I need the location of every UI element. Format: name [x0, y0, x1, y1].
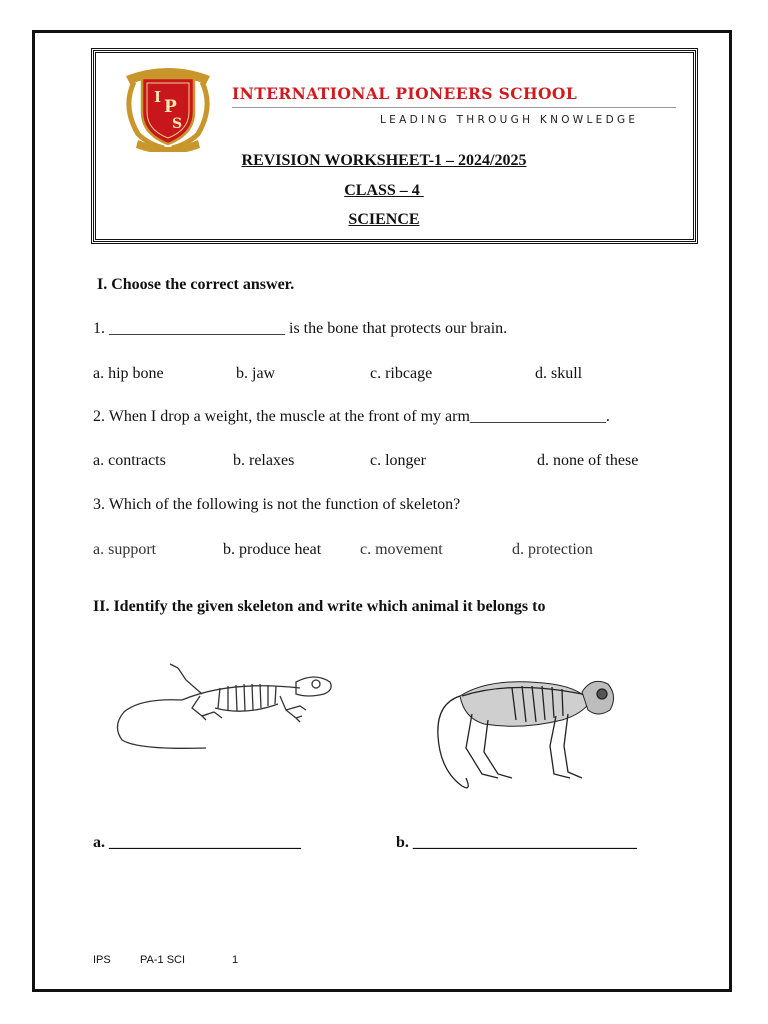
q3-option-a: a. support: [93, 541, 157, 558]
monkey-back-leg-2: [484, 720, 512, 778]
q1-option-c: c. ribcage: [370, 365, 433, 382]
lizard-spine: [182, 686, 300, 700]
monkey-skeleton-image: [432, 674, 616, 796]
logo-letter-p: P: [164, 97, 177, 117]
school-name: INTERNATIONAL PIONEERS SCHOOL: [232, 84, 578, 103]
logo-letter-i: I: [154, 88, 162, 106]
lizard-front-foot: [286, 706, 306, 710]
class-label: CLASS – 4: [344, 182, 424, 199]
q3-option-d: d. protection: [512, 541, 593, 558]
logo-letter-s: S: [172, 116, 183, 132]
section-1-heading: I. Choose the correct answer.: [97, 276, 295, 293]
divider: [232, 107, 676, 108]
q2-option-a: a. contracts: [93, 452, 166, 469]
monkey-tail: [438, 696, 468, 788]
footer-school: IPS: [93, 954, 111, 966]
q2-option-d: d. none of these: [537, 452, 639, 469]
q1-option-a: a. hip bone: [93, 365, 164, 382]
lizard-eye: [312, 680, 320, 688]
answer-a-line: a. ________________________: [93, 834, 301, 851]
answer-b-line: b. ____________________________: [396, 834, 637, 851]
q3-option-c: c. movement: [360, 541, 443, 558]
monkey-body-outline: [460, 682, 590, 727]
lizard-back-foot: [202, 712, 222, 718]
question-3: 3. Which of the following is not the function of skeleton?: [93, 496, 461, 513]
q1-option-b: b. jaw: [236, 365, 276, 382]
school-tagline: LEADING THROUGH KNOWLEDGE: [380, 114, 639, 126]
worksheet-title: REVISION WORKSHEET-1 – 2024/2025: [241, 152, 527, 169]
subject-label: SCIENCE: [348, 211, 420, 228]
lizard-upper-leg: [170, 664, 202, 694]
school-logo: [120, 62, 216, 152]
lizard-back-leg: [192, 696, 208, 720]
lizard-skeleton-image: [110, 660, 338, 756]
section-2-heading: II. Identify the given skeleton and write which animal it belongs to: [93, 598, 546, 615]
monkey-eye-socket: [597, 689, 607, 699]
q2-option-b: b. relaxes: [233, 452, 295, 469]
question-1: 1. ______________________ is the bone that protects our brain.: [93, 320, 508, 337]
q3-option-b: b. produce heat: [223, 541, 322, 558]
monkey-front-leg-2: [564, 714, 582, 778]
footer-code: PA-1 SCI: [140, 954, 186, 966]
question-2: 2. When I drop a weight, the muscle at the front of my arm_________________.: [93, 408, 610, 425]
footer-page-number: 1: [232, 954, 239, 966]
q2-option-c: c. longer: [370, 452, 426, 469]
q1-option-d: d. skull: [535, 365, 583, 382]
